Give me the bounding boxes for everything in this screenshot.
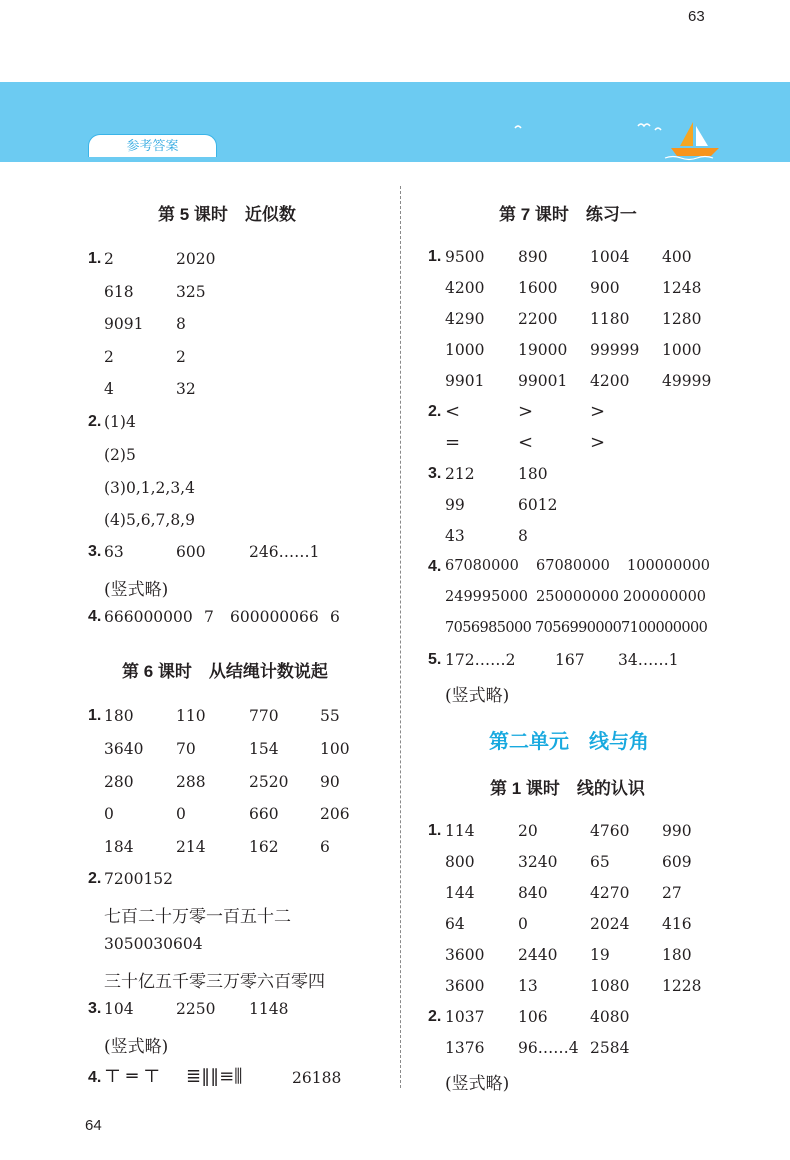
note: (竖式略): [445, 1074, 510, 1094]
answer-cell: 0: [518, 915, 528, 933]
answer-cell: 3600: [445, 946, 485, 964]
answer-cell: 3240: [518, 853, 558, 871]
answer-cell: 7: [204, 608, 214, 626]
answer-cell: 1000: [445, 341, 485, 359]
answer-cell: 666000000: [104, 608, 193, 626]
answer-cell: 6: [330, 608, 340, 626]
answer-line: 7200152: [104, 870, 174, 888]
lesson-5-title: 第 5 课时 近似数: [158, 205, 296, 224]
answer-cell: 27: [662, 884, 682, 902]
column-divider: [400, 186, 401, 1088]
answer-cell: 2: [176, 348, 186, 366]
lesson-1-title: 第 1 课时 线的认识: [490, 779, 645, 798]
answer-cell: 49999: [662, 372, 712, 390]
answer-cell: 246……1: [249, 543, 320, 561]
answer-cell: 99001: [518, 372, 568, 390]
answer-cell: 19: [590, 946, 610, 964]
answer-cell: 99: [445, 496, 465, 514]
answer-cell: 990: [662, 822, 692, 840]
comparison-sign: <: [445, 401, 461, 422]
comparison-sign: >: [590, 401, 606, 422]
answer-cell: 7100000000: [621, 620, 708, 636]
answer-cell: 144: [445, 884, 475, 902]
answer-cell: 1080: [590, 977, 630, 995]
answer-line: 三十亿五千零三万零六百零四: [104, 972, 325, 992]
answer-cell: 2440: [518, 946, 558, 964]
answer-cell: 9500: [445, 248, 485, 266]
question-number: 1.: [88, 250, 102, 267]
answer-cell: 99999: [590, 341, 640, 359]
answer-cell: 106: [518, 1008, 548, 1026]
answer-cell: 416: [662, 915, 692, 933]
answer-line: 七百二十万零一百五十二: [104, 907, 291, 927]
answer-cell: 9901: [445, 372, 485, 390]
answer-cell: 609: [662, 853, 692, 871]
answer-cell: 4270: [590, 884, 630, 902]
lesson-6-title: 第 6 课时 从结绳计数说起: [122, 662, 328, 681]
question-number: 4.: [428, 558, 442, 575]
answer-cell: 212: [445, 465, 475, 483]
answer-cell: 900: [590, 279, 620, 297]
page-number-bottom: 64: [85, 1117, 102, 1134]
answer-cell: 64: [445, 915, 465, 933]
question-number: 3.: [88, 543, 102, 560]
question-number: 3.: [88, 1000, 102, 1017]
answer-cell: 13: [518, 977, 538, 995]
answer-cell: 2024: [590, 915, 630, 933]
answer-cell: 8: [518, 527, 528, 545]
unit-2-title: 第二单元 线与角: [489, 731, 649, 753]
note: (竖式略): [445, 686, 510, 706]
answer-cell: 96……4: [518, 1039, 579, 1057]
answer-cell: 6: [320, 838, 330, 856]
answer-tab: 参考答案: [88, 134, 217, 157]
answer-cell: 20: [518, 822, 538, 840]
answer-cell: 100: [320, 740, 350, 758]
answer-cell: 770: [249, 707, 279, 725]
answer-cell: 34……1: [618, 651, 679, 669]
answer-cell: 288: [176, 773, 206, 791]
note: (竖式略): [104, 580, 169, 600]
answer-cell: 280: [104, 773, 134, 791]
answer-cell: 104: [104, 1000, 134, 1018]
answer-cell: 32: [176, 380, 196, 398]
question-number: 4.: [88, 1069, 102, 1086]
answer-cell: 3640: [104, 740, 144, 758]
answer-cell: 840: [518, 884, 548, 902]
answer-cell: 2584: [590, 1039, 630, 1057]
answer-cell: 1280: [662, 310, 702, 328]
answer-cell: 249995000: [445, 589, 529, 605]
answer-cell: 1600: [518, 279, 558, 297]
question-number: 3.: [428, 465, 442, 482]
answer-cell: 172……2: [445, 651, 516, 669]
answer-cell: 600: [176, 543, 206, 561]
answer-cell: 4: [104, 380, 114, 398]
answer-cell: 67080000: [536, 558, 610, 574]
answer-line: (4)5,6,7,8,9: [104, 511, 195, 529]
answer-cell: 890: [518, 248, 548, 266]
answer-cell: 1004: [590, 248, 630, 266]
answer-cell: 2020: [176, 250, 216, 268]
answer-cell: 8: [176, 315, 186, 333]
answer-cell: 43: [445, 527, 465, 545]
answer-cell: 63: [104, 543, 124, 561]
answer-cell: 100000000: [627, 558, 711, 574]
answer-cell: 4760: [590, 822, 630, 840]
question-number: 1.: [428, 248, 442, 265]
answer-cell: 800: [445, 853, 475, 871]
answer-cell: 4290: [445, 310, 485, 328]
answer-cell: 200000000: [623, 589, 707, 605]
answer-cell: 110: [176, 707, 206, 725]
answer-cell: 2: [104, 250, 114, 268]
answer-cell: 26188: [292, 1069, 342, 1087]
page-number-top: 63: [688, 8, 705, 25]
question-number: 4.: [88, 608, 102, 625]
sailboat-icon: [505, 118, 730, 162]
question-number: 1.: [428, 822, 442, 839]
comparison-sign: >: [590, 432, 606, 453]
answer-cell: 600000066: [230, 608, 319, 626]
answer-cell: 206: [320, 805, 350, 823]
question-number: 2.: [88, 413, 102, 430]
answer-cell: 1148: [249, 1000, 289, 1018]
answer-cell: 618: [104, 283, 134, 301]
answer-cell: 9091: [104, 315, 144, 333]
answer-cell: 6012: [518, 496, 558, 514]
question-number: 1.: [88, 707, 102, 724]
comparison-sign: <: [518, 432, 534, 453]
answer-cell: 2250: [176, 1000, 216, 1018]
answer-cell: 1228: [662, 977, 702, 995]
answer-cell: 7056985000: [445, 620, 532, 636]
question-number: 2.: [428, 403, 442, 420]
answer-cell: 7056990000: [535, 620, 622, 636]
answer-cell: 1376: [445, 1039, 485, 1057]
answer-cell: 2: [104, 348, 114, 366]
answer-cell: 4200: [590, 372, 630, 390]
answer-cell: 19000: [518, 341, 568, 359]
rod-numeral: ≣‖‖≡⫼: [186, 1066, 243, 1087]
lesson-7-title: 第 7 课时 练习一: [499, 205, 637, 224]
question-number: 2.: [428, 1008, 442, 1025]
answer-cell: 400: [662, 248, 692, 266]
answer-cell: 180: [662, 946, 692, 964]
answer-cell: 1180: [590, 310, 630, 328]
answer-cell: 660: [249, 805, 279, 823]
answer-cell: 0: [104, 805, 114, 823]
answer-cell: 154: [249, 740, 279, 758]
answer-cell: 2520: [249, 773, 289, 791]
answer-cell: 55: [320, 707, 340, 725]
question-number: 2.: [88, 870, 102, 887]
answer-cell: 4200: [445, 279, 485, 297]
answer-line: (1)4: [104, 413, 136, 431]
answer-line: (3)0,1,2,3,4: [104, 479, 195, 497]
answer-cell: 250000000: [536, 589, 620, 605]
answer-cell: 4080: [590, 1008, 630, 1026]
question-number: 5.: [428, 651, 442, 668]
answer-cell: 67080000: [445, 558, 519, 574]
answer-cell: 1000: [662, 341, 702, 359]
answer-cell: 167: [555, 651, 585, 669]
answer-cell: 65: [590, 853, 610, 871]
answer-cell: 214: [176, 838, 206, 856]
answer-cell: 325: [176, 283, 206, 301]
answer-cell: 0: [176, 805, 186, 823]
answer-cell: 2200: [518, 310, 558, 328]
answer-cell: 70: [176, 740, 196, 758]
comparison-sign: =: [445, 432, 461, 453]
answer-cell: 1248: [662, 279, 702, 297]
rod-numeral: ⊤ ═ ⊤: [104, 1066, 161, 1087]
answer-cell: 184: [104, 838, 134, 856]
comparison-sign: >: [518, 401, 534, 422]
answer-cell: 162: [249, 838, 279, 856]
answer-cell: 180: [518, 465, 548, 483]
answer-cell: 3600: [445, 977, 485, 995]
answer-cell: 114: [445, 822, 475, 840]
answer-line: (2)5: [104, 446, 136, 464]
answer-cell: 180: [104, 707, 134, 725]
answer-line: 3050030604: [104, 935, 203, 953]
answer-cell: 1037: [445, 1008, 485, 1026]
answer-cell: 90: [320, 773, 340, 791]
note: (竖式略): [104, 1037, 169, 1057]
